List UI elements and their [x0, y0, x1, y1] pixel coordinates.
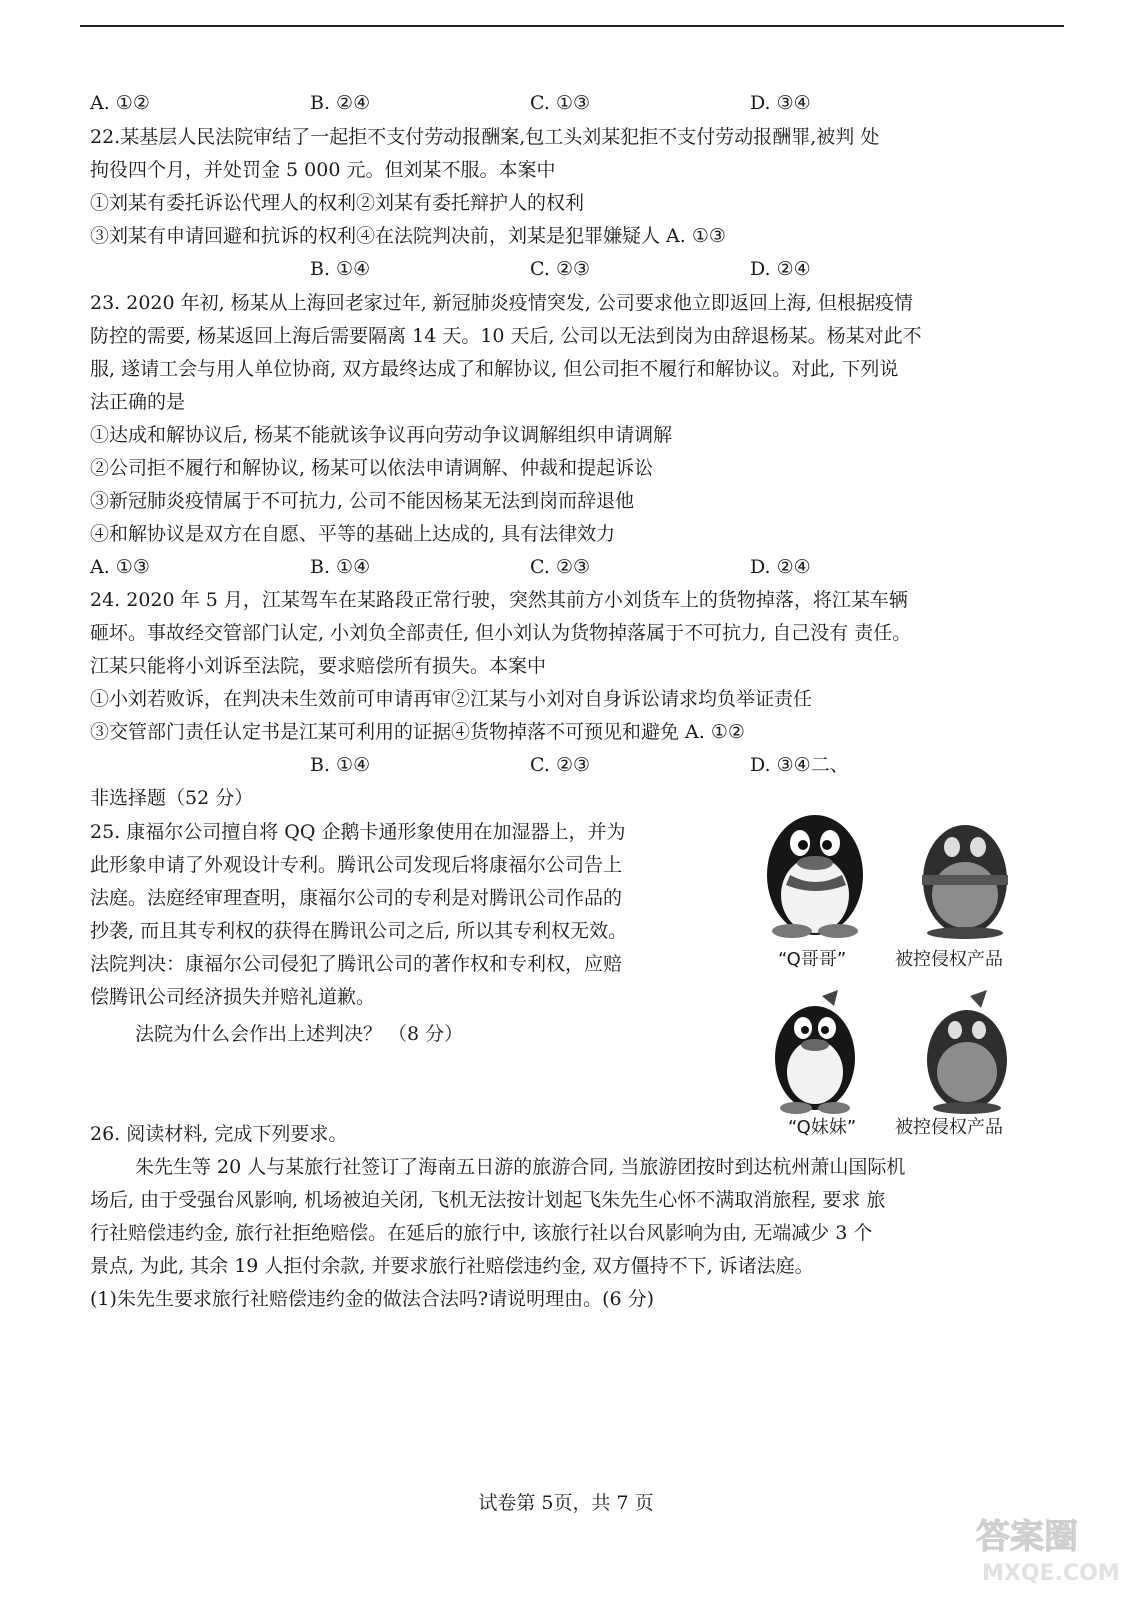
q22-choice-line-2: ③刘某有申请回避和抗诉的权利④在法院判决前，刘某是犯罪嫌疑人 A. ①③ [90, 225, 726, 247]
caption-infringing-1: 被控侵权产品 [895, 949, 1003, 970]
q24-stem-line-1: 24. 2020 年 5 月，江某驾车在某路段正常行驶，突然其前方小刘货车上的货物掉落，将江某车辆 [90, 589, 908, 611]
option-a: A. ①② [90, 92, 150, 114]
option-c: C. ②③ [530, 754, 591, 776]
q25-line-4: 抄袭, 而且其专利权的获得在腾讯公司之后, 所以其专利权无效。 [90, 920, 628, 942]
q25-line-6: 偿腾讯公司经济损失并赔礼道歉。 [90, 986, 376, 1008]
q25-line-5: 法院判决：康福尔公司侵犯了腾讯公司的著作权和专利权，应赔 [90, 953, 623, 975]
q24-choice-line-2: ③交管部门责任认定书是江某可利用的证据④货物掉落不可预见和避免 A. ①② [90, 721, 745, 743]
q26-material-line-2: 场后, 由于受强台风影响, 机场被迫关闭, 飞机无法按计划起飞朱先生心怀不满取消旅程, 要求 旅 [90, 1189, 886, 1211]
q23-choice-2: ②公司拒不履行和解协议, 杨某可以依法申请调解、仲裁和提起诉讼 [90, 457, 654, 479]
q23-stem-line-2: 防控的需要, 杨某返回上海后需要隔离 14 天。10 天后, 公司以无法到岗为由辞退杨某。杨某对此不 [90, 325, 922, 347]
q24-stem-line-2: 砸坏。事故经交管部门认定, 小刘负全部责任, 但小刘认为货物掉落属于不可抗力, 自己没有 责任。 [90, 622, 912, 644]
q26-heading: 26. 阅读材料, 完成下列要求。 [90, 1123, 348, 1145]
q22-stem-line-2: 拘役四个月，并处罚金 5 000 元。但刘某不服。本案中 [90, 159, 556, 181]
q22-choice-line-1: ①刘某有委托诉讼代理人的权利②刘某有委托辩护人的权利 [90, 192, 585, 214]
q22-stem-line-1: 22.某基层人民法院审结了一起拒不支付劳动报酬案,包工头刘某犯拒不支付劳动报酬罪,被判 处 [90, 126, 880, 148]
q24-stem-line-3: 江某只能将小刘诉至法院，要求赔偿所有损失。本案中 [90, 655, 547, 677]
q23-stem-line-1: 23. 2020 年初, 杨某从上海回老家过年, 新冠肺炎疫情突发, 公司要求他立即返回上海, 但根据疫情 [90, 292, 913, 314]
watermark-logo [968, 1510, 1118, 1590]
q26-sub-question-1: (1)朱先生要求旅行社赔偿违约金的做法合法吗?请说明理由。(6 分) [90, 1288, 655, 1310]
q25-line-3: 法庭。法庭经审理查明，康福尔公司的专利是对腾讯公司作品的 [90, 887, 623, 909]
section-heading: 非选择题（52 分） [90, 787, 254, 809]
q26-material-line-1: 朱先生等 20 人与某旅行社签订了海南五日游的旅游合同, 当旅游团按时到达杭州萧山国际机 [135, 1156, 906, 1178]
option-a: A. ①③ [90, 556, 150, 578]
option-c: C. ②③ [530, 258, 591, 280]
caption-q-gege: “Q哥哥” [778, 949, 847, 970]
option-b: B. ①④ [310, 258, 371, 280]
q25-line-2: 此形象申请了外观设计专利。腾讯公司发现后将康福尔公司告上 [90, 854, 623, 876]
q24-choice-line-1: ①小刘若败诉，在判决未生效前可申请再审②江某与小刘对自身诉讼请求均负举证责任 [90, 688, 813, 710]
infringing-product-1-image [910, 805, 1020, 940]
watermark-icon [968, 1510, 1118, 1590]
q23-stem-line-4: 法正确的是 [90, 391, 186, 413]
q25-question: 法院为什么会作出上述判决？ （8 分） [135, 1023, 464, 1045]
option-c: C. ①③ [530, 92, 591, 114]
option-c: C. ②③ [530, 556, 591, 578]
q22-options [90, 254, 850, 284]
q26-material-line-4: 景点, 为此, 其余 19 人拒付余款, 并要求旅行社赔偿违约金, 双方僵持不下, 诉诸法庭。 [90, 1255, 814, 1277]
svg-text:MXQE.COM: MXQE.COM [982, 1561, 1118, 1586]
option-d: D. ②④ [750, 258, 811, 280]
caption-infringing-2: 被控侵权产品 [895, 1117, 1003, 1138]
q21-options [90, 88, 850, 118]
penguin-figure [740, 805, 1040, 1145]
option-b: B. ①④ [310, 754, 371, 776]
caption-q-meimei: “Q妹妹” [788, 1117, 857, 1138]
q25-line-1: 25. 康福尔公司擅自将 QQ 企鹅卡通形象使用在加湿器上，并为 [90, 821, 626, 843]
q-gege-penguin-image [750, 805, 880, 940]
q-meimei-penguin-image [760, 990, 870, 1115]
q23-choice-1: ①达成和解协议后, 杨某不能就该争议再向劳动争议调解组织申请调解 [90, 424, 673, 446]
svg-text:答案圈: 答案圈 [976, 1517, 1078, 1557]
q23-choice-3: ③新冠肺炎疫情属于不可抗力, 公司不能因杨某无法到岗而辞退他 [90, 490, 635, 512]
option-d: D. ③④ [750, 92, 811, 114]
q23-stem-line-3: 服, 遂请工会与用人单位协商, 双方最终达成了和解协议, 但公司拒不履行和解协议。对此, 下列说 [90, 358, 899, 380]
option-b: B. ①④ [310, 556, 371, 578]
q24-options [90, 750, 850, 780]
infringing-product-2-image [915, 990, 1020, 1115]
page-footer: 试卷第 5页，共 7 页 [478, 1492, 654, 1514]
option-b: B. ②④ [310, 92, 371, 114]
option-d: D. ③④二、 [750, 754, 849, 776]
q23-choice-4: ④和解协议是双方在自愿、平等的基础上达成的, 具有法律效力 [90, 523, 616, 545]
option-d: D. ②④ [750, 556, 811, 578]
q26-material-line-3: 行社赔偿违约金, 旅行社拒绝赔偿。在延后的旅行中, 该旅行社以台风影响为由, 无端减少 3 个 [90, 1222, 873, 1244]
q23-options [90, 552, 850, 582]
top-rule [80, 25, 1064, 27]
